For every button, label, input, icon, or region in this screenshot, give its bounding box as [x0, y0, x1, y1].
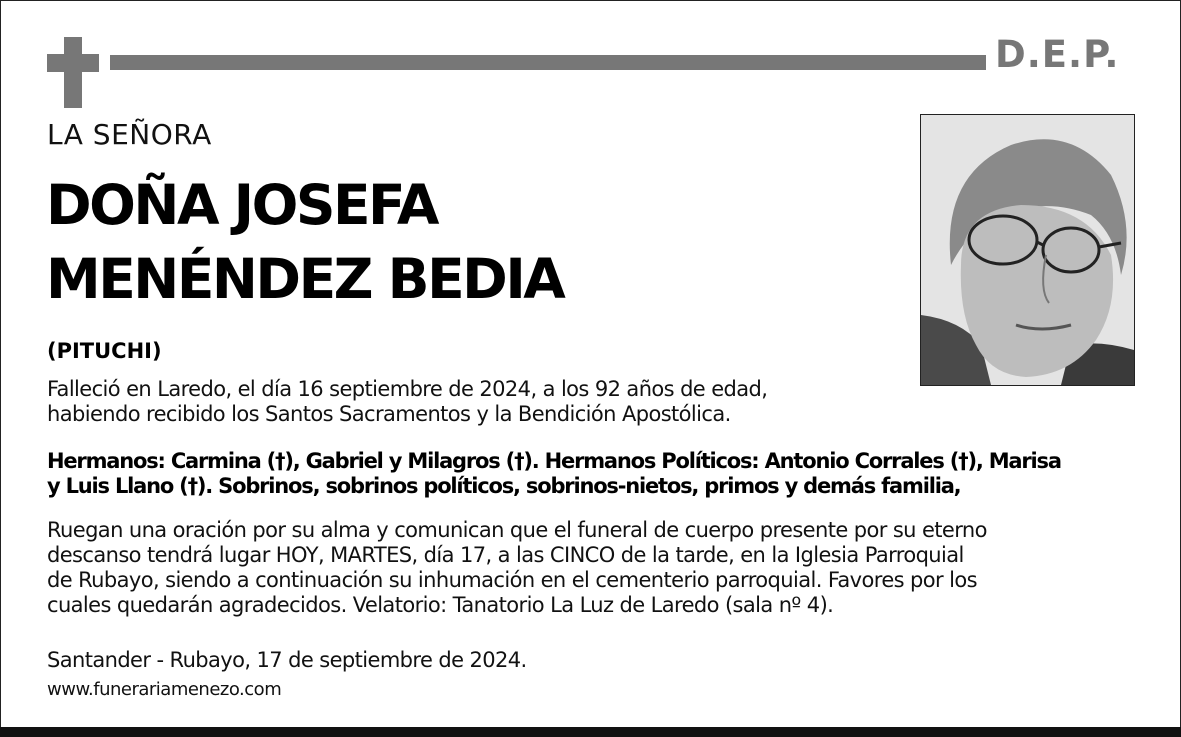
honorific: LA SEÑORA	[47, 118, 212, 151]
place-date: Santander - Rubayo, 17 de septiembre de 2024.	[47, 648, 527, 672]
bottom-rule	[0, 727, 1181, 737]
cross-icon-arm	[47, 54, 99, 72]
funeral-line: Ruegan una oración por su alma y comunican que el funeral de cuerpo presente por su eterno	[47, 518, 987, 542]
family-line: Hermanos: Carmina (†), Gabriel y Milagros (†). Hermanos Políticos: Antonio Corrales (†), Marisa	[47, 449, 1061, 473]
nickname: (PITUCHI)	[47, 339, 162, 363]
funeral-line: descanso tendrá lugar HOY, MARTES, día 17, a las CINCO de la tarde, en la Iglesia Parroquial	[47, 543, 964, 567]
deceased-name-line2: MENÉNDEZ BEDIA	[46, 247, 564, 311]
family-line: y Luis Llano (†). Sobrinos, sobrinos políticos, sobrinos-nietos, primos y demás familia,	[47, 474, 961, 498]
website-link[interactable]: www.funerariamenezo.com	[47, 679, 282, 700]
header-rule	[110, 55, 986, 70]
dep-label: D.E.P.	[995, 33, 1120, 76]
funeral-line: de Rubayo, siendo a continuación su inhumación en el cementerio parroquial. Favores por los	[47, 568, 977, 592]
death-notice-line: habiendo recibido los Santos Sacramentos y la Bendición Apostólica.	[47, 402, 731, 426]
cross-icon	[64, 37, 82, 108]
funeral-details	[47, 518, 987, 618]
death-notice	[47, 377, 767, 427]
deceased-name-line1: DOÑA JOSEFA	[46, 173, 437, 237]
family-list	[47, 449, 1061, 499]
portrait-photo	[920, 114, 1135, 386]
death-notice-line: Falleció en Laredo, el día 16 septiembre de 2024, a los 92 años de edad,	[47, 377, 768, 401]
funeral-line: cuales quedarán agradecidos. Velatorio: Tanatorio La Luz de Laredo (sala nº 4).	[47, 593, 834, 617]
